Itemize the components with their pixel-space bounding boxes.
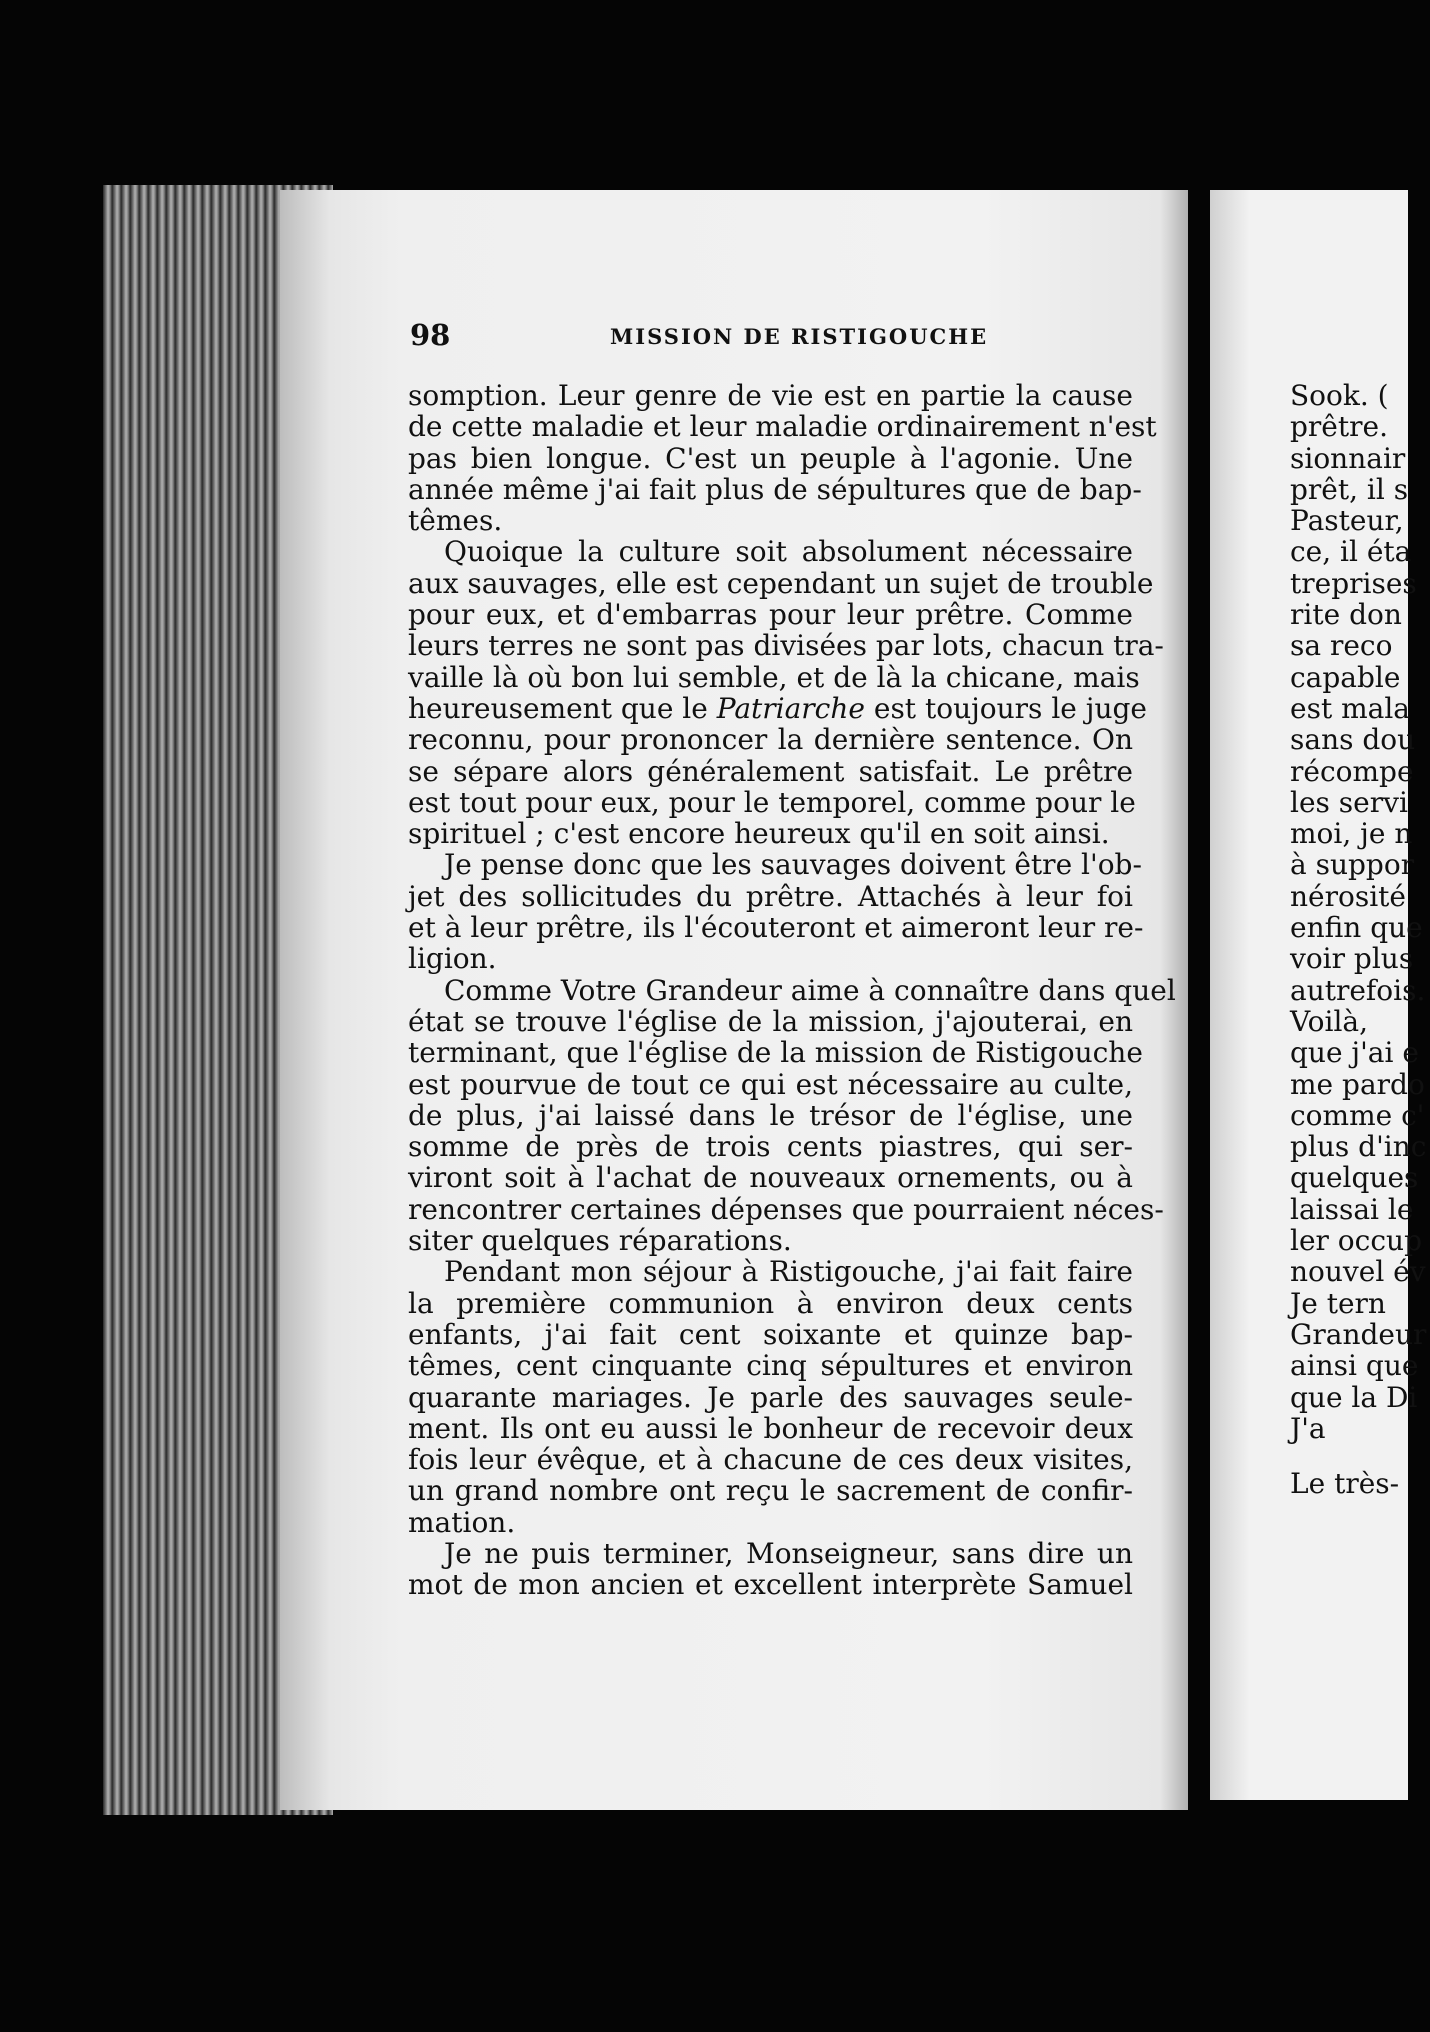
text-line: pas bien longue. C'est un peuple à l'agonie. Une — [408, 441, 1133, 475]
text-line: est pourvue de tout ce qui est nécessaire au culte, — [408, 1067, 1133, 1101]
text-line: état se trouve l'église de la mission, j'ajouterai, en — [408, 1004, 1133, 1038]
right-page-line: plus d'inc — [1290, 1130, 1427, 1164]
text-line: aux sauvages, elle est cependant un sujet de trouble — [408, 566, 1154, 600]
right-page-line: les servi — [1290, 785, 1408, 819]
right-page-line: treprises — [1290, 566, 1417, 600]
right-page-line: comme c' — [1290, 1098, 1425, 1132]
text-line: de plus, j'ai laissé dans le trésor de l'église, une — [408, 1098, 1133, 1132]
text-line: Je ne puis terminer, Monseigneur, sans dire un — [444, 1536, 1133, 1570]
text-line: somme de près de trois cents piastres, qui ser- — [408, 1130, 1133, 1164]
page-header — [410, 318, 1130, 354]
right-page-line: laissai le — [1290, 1192, 1414, 1226]
text-line: spirituel ; c'est encore heureux qu'il en soit ainsi. — [408, 817, 1110, 851]
right-page-line: moi, je n — [1290, 817, 1413, 851]
text-line: est tout pour eux, pour le temporel, comme pour le — [408, 785, 1136, 819]
right-page-line: quelques — [1290, 1161, 1419, 1195]
right-page-line: Sook. ( — [1290, 379, 1389, 412]
right-page-line: à suppor — [1290, 848, 1415, 882]
right-page-text-fragments — [1290, 380, 1430, 1499]
text-line: la première communion à environ deux cents — [408, 1286, 1133, 1320]
text-line: reconnu, pour prononcer la dernière sentence. On — [408, 723, 1133, 757]
text-line: année même j'ai fait plus de sépultures que de bap- — [408, 472, 1142, 506]
right-page-line: ce, il éta — [1290, 535, 1412, 569]
text-line: Pendant mon séjour à Ristigouche, j'ai fait faire — [444, 1255, 1133, 1289]
right-page-line: récompe — [1290, 754, 1414, 788]
text-line: quarante mariages. Je parle des sauvages seule- — [408, 1380, 1133, 1414]
text-line: un grand nombre ont reçu le sacrement de confir- — [408, 1474, 1133, 1508]
right-page-line: autrefois. — [1290, 973, 1426, 1007]
right-page-line: Voilà, — [1290, 1004, 1369, 1038]
text-line: têmes, cent cinquante cinq sépultures et environ — [408, 1349, 1133, 1383]
right-page-line: est mala — [1290, 691, 1410, 725]
page-number: 98 — [410, 318, 451, 352]
right-page-line: que la Di — [1290, 1380, 1418, 1414]
text-line: somption. Leur genre de vie est en partie la cause — [408, 379, 1133, 412]
text-line: terminant, que l'église de la mission de Ristigouche — [408, 1036, 1143, 1070]
right-page-line: Je tern — [1290, 1286, 1386, 1320]
right-page-line: sa reco — [1290, 629, 1393, 663]
text-line: Je pense donc que les sauvages doivent être l'ob- — [444, 848, 1142, 882]
right-page-line: nérosité — [1290, 879, 1406, 913]
right-page-line: nouvel év — [1290, 1255, 1426, 1289]
right-page-line: rite don — [1290, 598, 1402, 632]
text-line: de cette maladie et leur maladie ordinairement n'est — [408, 410, 1157, 444]
text-line: pour eux, et d'embarras pour leur prêtre. Comme — [408, 598, 1133, 632]
right-page-line: sionnair — [1290, 441, 1406, 475]
running-head: MISSION DE RISTIGOUCHE — [610, 324, 989, 349]
right-page-line: Le très- — [1290, 1467, 1400, 1501]
text-line: enfants, j'ai fait cent soixante et quinze bap- — [408, 1317, 1133, 1351]
right-page-line: que j'ai e — [1290, 1036, 1419, 1070]
right-page-line: capable — [1290, 660, 1401, 694]
right-page-line: J'a — [1290, 1411, 1326, 1445]
right-page-line: me pardo — [1290, 1067, 1425, 1101]
right-page-line: ainsi que — [1290, 1349, 1419, 1383]
text-line: viront soit à l'achat de nouveaux ornements, ou à — [408, 1161, 1133, 1195]
text-line: mot de mon ancien et excellent interprète Samuel — [408, 1568, 1133, 1602]
right-page-line: sans dou — [1290, 723, 1416, 757]
left-page-body-text — [408, 379, 1176, 1602]
text-line: têmes. — [408, 504, 503, 538]
text-line: Comme Votre Grandeur aime à connaître dans quel — [444, 973, 1176, 1007]
right-page-line: enfin que — [1290, 911, 1423, 945]
text-line: Quoique la culture soit absolument nécessaire — [444, 535, 1133, 569]
book-gutter — [1188, 190, 1210, 1810]
right-page-line: Pasteur, — [1290, 504, 1404, 538]
right-page-line: Grandeur — [1290, 1317, 1427, 1351]
text-line: ment. Ils ont eu aussi le bonheur de recevoir deux — [408, 1411, 1133, 1445]
text-line: siter quelques réparations. — [408, 1224, 792, 1258]
text-line: jet des sollicitudes du prêtre. Attachés à leur foi — [408, 879, 1133, 913]
text-line: ligion. — [408, 942, 497, 976]
text-line: leurs terres ne sont pas divisées par lots, chacun tra- — [408, 629, 1164, 663]
right-page-line: prêt, il s — [1290, 472, 1409, 506]
text-line: vaille là où bon lui semble, et de là la chicane, mais — [408, 660, 1140, 694]
text-line: fois leur évêque, et à chacune de ces deux visites, — [408, 1443, 1133, 1477]
text-line: se sépare alors généralement satisfait. Le prêtre — [408, 754, 1133, 788]
text-line: et à leur prêtre, ils l'écouteront et aimeront leur re- — [408, 911, 1144, 945]
text-line: heureusement que le Patriarche est toujours le juge — [408, 691, 1147, 725]
text-line: rencontrer certaines dépenses que pourraient néces- — [408, 1192, 1164, 1226]
right-page-line: prêtre. — [1290, 410, 1388, 444]
right-page-line: ler occup — [1290, 1224, 1422, 1258]
text-line: mation. — [408, 1505, 516, 1539]
right-page-line: voir plus — [1290, 942, 1414, 976]
